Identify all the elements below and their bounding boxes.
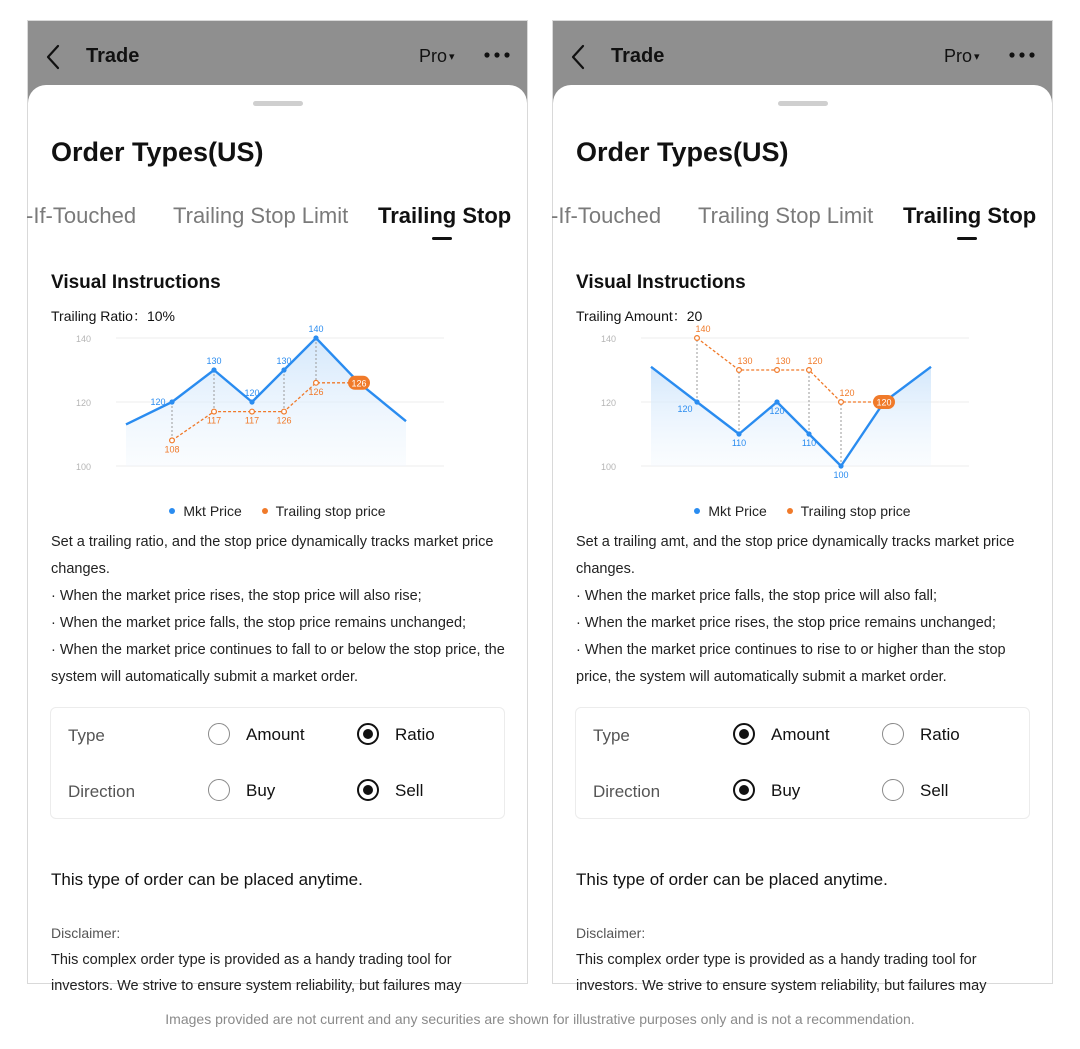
more-options-icon[interactable] [484, 51, 510, 59]
sheet-drag-handle[interactable] [253, 101, 303, 106]
radio-selected[interactable] [733, 723, 755, 745]
description-line: · When the market price continues to fall to or below the stop price, the system will automatically submit a market order. [51, 642, 505, 685]
description [51, 529, 516, 691]
direction-buy-label: Buy [771, 781, 801, 800]
type-row [576, 708, 1029, 764]
back-arrow-icon[interactable] [569, 43, 589, 71]
y-tick-label: 100 [601, 462, 617, 472]
order-availability-note: This type of order can be placed anytime. [51, 870, 363, 889]
caret-down-icon: ▾ [974, 51, 980, 63]
disclaimer-label: Disclaimer: [576, 925, 646, 941]
order-options-card [575, 707, 1030, 819]
order-type-tabs [28, 203, 527, 243]
direction-label: Direction [593, 782, 661, 801]
trailing-stop-point [250, 409, 255, 414]
description-line: · When the market price falls, the stop price remains unchanged; [51, 615, 467, 631]
direction-sell-label: Sell [920, 781, 949, 800]
legend-label-mkt: Mkt Price [708, 503, 767, 519]
caret-down-icon: ▾ [449, 51, 455, 63]
type-ratio-label: Ratio [920, 725, 960, 744]
disclaimer-label: Disclaimer: [51, 925, 121, 941]
tab-trailing-stop[interactable]: Trailing Stop [378, 203, 512, 228]
sheet-title: Order Types(US) [51, 137, 264, 167]
trailing-stop-point [212, 409, 217, 414]
direction-row [51, 764, 504, 820]
sheet-drag-handle[interactable] [778, 101, 828, 106]
market-price-point [169, 399, 174, 404]
trailing-stop-label: 120 [807, 356, 823, 366]
legend-dot-blue [694, 508, 700, 514]
order-options-card [50, 707, 505, 819]
market-price-label: 120 [150, 397, 166, 407]
market-price-label: 130 [206, 356, 222, 366]
direction-label: Direction [68, 782, 136, 801]
trailing-stop-label: 117 [244, 415, 260, 426]
radio-unselected[interactable] [882, 779, 904, 801]
type-amount-label: Amount [771, 725, 830, 744]
back-arrow-icon[interactable] [44, 43, 64, 71]
legend-label-stop: Trailing stop price [800, 503, 911, 519]
market-price-point [249, 399, 254, 404]
y-tick-label: 140 [601, 334, 617, 344]
trailing-stop-label: 108 [164, 444, 180, 455]
market-price-point [694, 399, 699, 404]
trailing-stop-label: 126 [308, 386, 324, 397]
trailing-stop-chart [601, 324, 1001, 490]
legend-item-mkt-price [694, 503, 766, 519]
description-line: Set a trailing ratio, and the stop price dynamically tracks market price changes. [51, 534, 494, 577]
trailing-parameter [576, 306, 702, 326]
market-price-point [736, 431, 741, 436]
bottom-sheet [551, 85, 1052, 994]
y-tick-label: 100 [76, 462, 92, 472]
bottom-sheet [26, 85, 527, 994]
market-price-label: 120 [244, 388, 260, 398]
chart-legend [553, 503, 1052, 519]
direction-row [576, 764, 1029, 820]
trailing-label: Trailing Amount： [576, 308, 687, 324]
disclaimer-text: This complex order type is provided as a handy trading tool for investors. We strive to ensure system reliability, but failures may [51, 952, 462, 994]
top-bar [28, 21, 527, 91]
trailing-stop-point [170, 438, 175, 443]
active-tab-indicator [957, 237, 977, 240]
legend-item-mkt-price [169, 503, 241, 519]
phone-screen-left [26, 20, 528, 994]
trailing-stop-point [839, 400, 844, 405]
legend-dot-orange [262, 508, 268, 514]
tab-trailing-stop-limit[interactable]: Trailing Stop Limit [173, 203, 349, 228]
description [576, 529, 1041, 691]
tab-if-touched[interactable]: -If-Touched [551, 203, 662, 228]
radio-unselected[interactable] [882, 723, 904, 745]
type-amount-label: Amount [246, 725, 305, 744]
legend-dot-blue [169, 508, 175, 514]
description-line: Set a trailing amt, and the stop price dynamically tracks market price changes. [576, 534, 1015, 577]
legend-label-stop: Trailing stop price [275, 503, 386, 519]
trailing-label: Trailing Ratio： [51, 308, 147, 324]
radio-unselected[interactable] [208, 779, 230, 801]
market-price-label: 100 [833, 470, 849, 480]
direction-sell-label: Sell [395, 781, 424, 800]
legend-dot-orange [787, 508, 793, 514]
radio-selected[interactable] [733, 779, 755, 801]
market-price-point [806, 431, 811, 436]
pro-dropdown[interactable] [944, 46, 980, 67]
legend-item-stop-price [787, 503, 911, 519]
active-tab-indicator [432, 237, 452, 240]
description-line: · When the market price falls, the stop price will also fall; [576, 588, 938, 604]
direction-buy-label: Buy [246, 781, 276, 800]
trailing-stop-badge-label: 126 [351, 378, 367, 389]
market-price-label: 130 [276, 356, 292, 366]
visual-instructions-title: Visual Instructions [576, 272, 746, 293]
y-tick-label: 140 [76, 334, 92, 344]
visual-instructions-title: Visual Instructions [51, 272, 221, 293]
market-price-point [281, 367, 286, 372]
trailing-stop-point [282, 409, 287, 414]
type-label: Type [593, 726, 630, 745]
disclaimer-text: This complex order type is provided as a handy trading tool for investors. We strive to ensure system reliability, but failures may [576, 952, 987, 994]
trailing-stop-point [314, 380, 319, 385]
trailing-stop-label: 120 [839, 388, 855, 398]
page-title: Trade [86, 45, 140, 67]
trailing-value: 20 [686, 308, 703, 324]
trailing-value: 10% [146, 308, 175, 324]
type-ratio-label: Ratio [395, 725, 435, 744]
y-tick-label: 120 [76, 398, 92, 408]
more-options-icon[interactable] [1009, 51, 1035, 59]
trailing-parameter [51, 306, 175, 326]
pro-label: Pro [419, 46, 448, 66]
tab-trailing-stop-limit[interactable]: Trailing Stop Limit [698, 203, 874, 228]
tab-if-touched[interactable]: -If-Touched [26, 203, 137, 228]
trailing-stop-label: 130 [775, 356, 791, 366]
trailing-stop-line [697, 338, 884, 402]
order-type-tabs [553, 203, 1052, 243]
market-price-label: 120 [769, 406, 785, 416]
trailing-stop-label: 117 [206, 415, 222, 426]
footer-disclaimer: Images provided are not current and any securities are shown for illustrative purposes only and is not a recommendation. [165, 1011, 915, 1027]
trailing-stop-point [737, 368, 742, 373]
market-price-label: 110 [731, 438, 747, 448]
market-price-point [211, 367, 216, 372]
radio-unselected[interactable] [208, 723, 230, 745]
description-line: · When the market price rises, the stop price remains unchanged; [576, 615, 996, 631]
market-price-point [838, 463, 843, 468]
order-availability-note: This type of order can be placed anytime. [576, 870, 888, 889]
description-line: · When the market price continues to rise to or higher than the stop price, the system will automatically submit a market order. [576, 642, 1006, 685]
market-price-label: 140 [308, 324, 324, 334]
trailing-stop-label: 140 [695, 324, 711, 334]
legend-label-mkt: Mkt Price [183, 503, 242, 519]
trailing-stop-label: 130 [737, 356, 753, 366]
trailing-stop-chart [76, 324, 476, 490]
trailing-stop-point [807, 368, 812, 373]
page-title: Trade [611, 45, 665, 67]
pro-dropdown[interactable] [419, 46, 455, 67]
trailing-stop-point [695, 336, 700, 341]
legend-item-stop-price [262, 503, 386, 519]
pro-label: Pro [944, 46, 973, 66]
phone-screen-right [551, 20, 1053, 994]
market-price-point [774, 399, 779, 404]
trailing-stop-badge-label: 120 [876, 397, 892, 408]
radio-selected[interactable] [357, 723, 379, 745]
y-tick-label: 120 [601, 398, 617, 408]
trailing-stop-label: 126 [276, 415, 292, 426]
market-price-label: 120 [677, 404, 693, 414]
market-price-point [313, 335, 318, 340]
description-line: · When the market price rises, the stop price will also rise; [51, 588, 422, 604]
tab-trailing-stop[interactable]: Trailing Stop [903, 203, 1037, 228]
type-row [51, 708, 504, 764]
radio-selected[interactable] [357, 779, 379, 801]
top-bar [553, 21, 1052, 91]
chart-legend [28, 503, 527, 519]
market-price-label: 110 [801, 438, 817, 448]
trailing-stop-point [775, 368, 780, 373]
sheet-title: Order Types(US) [576, 137, 789, 167]
type-label: Type [68, 726, 105, 745]
